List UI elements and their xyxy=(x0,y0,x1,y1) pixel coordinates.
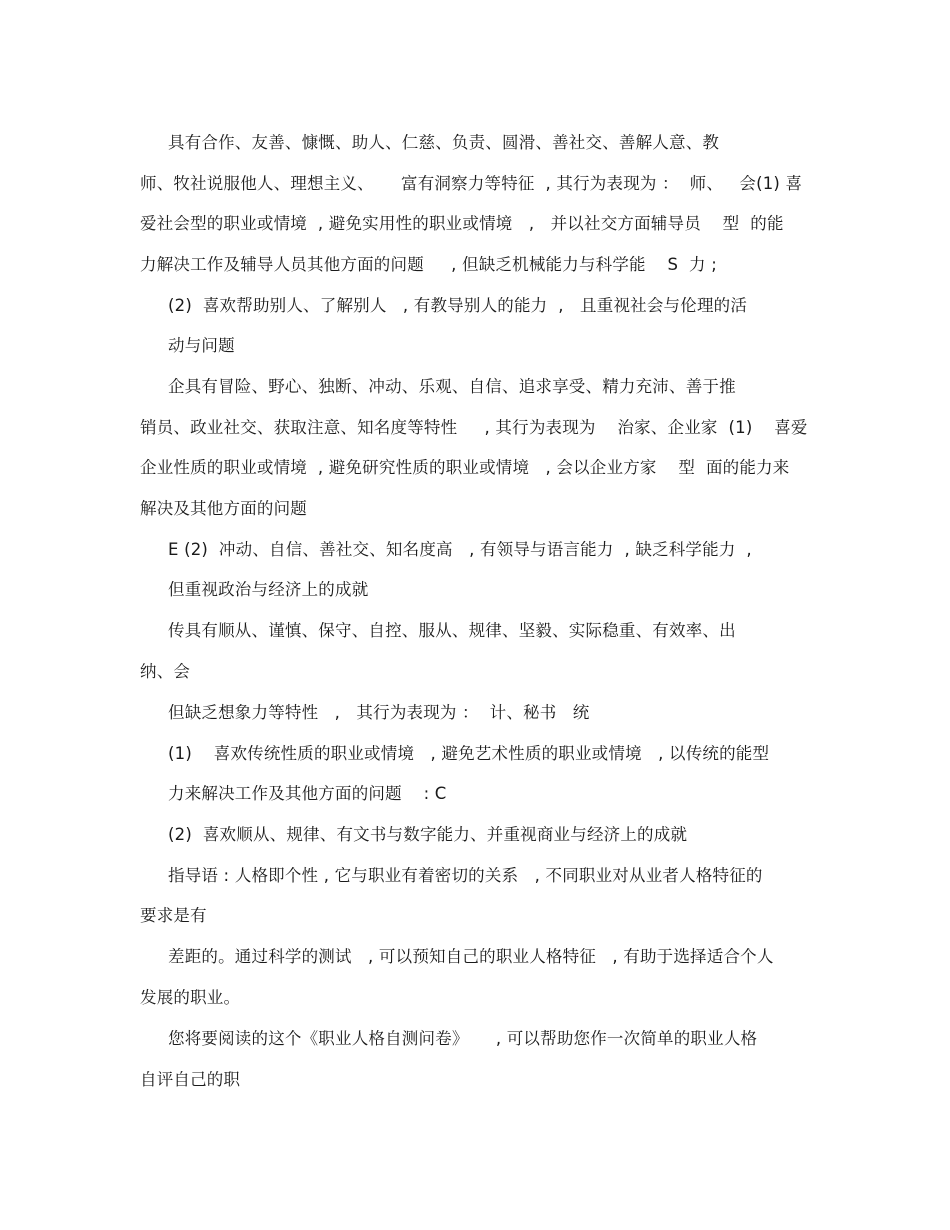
text-line: (1) 喜欢传统性质的职业或情境 , 避免艺术性质的职业或情境 , 以传统的能型 xyxy=(168,744,770,763)
text-line: 但重视政治与经济上的成就 xyxy=(168,580,369,599)
text-line: 具有合作、友善、慷慨、助人、仁慈、负责、圆滑、善社交、善解人意、教 xyxy=(168,133,720,152)
text-line: (2) 喜欢帮助别人、了解别人 , 有教导别人的能力 , 且重视社会与伦理的活 xyxy=(168,296,748,315)
text-line: 发展的职业。 xyxy=(140,988,241,1007)
text-line: 动与问题 xyxy=(168,336,235,355)
text-line: 要求是有 xyxy=(140,906,207,925)
text-line: 力解决工作及辅导人员其他方面的问题 , 但缺乏机械能力与科学能 S 力 ; xyxy=(140,255,717,274)
text-line: E (2) 冲动、自信、善社交、知名度高 , 有领导与语言能力 , 缺乏科学能力 , xyxy=(168,540,752,559)
text-line: 爱社会型的职业或情境 , 避免实用性的职业或情境 , 并以社交方面辅导员 型 的能 xyxy=(140,214,784,233)
text-line: 企业性质的职业或情境 , 避免研究性质的职业或情境 , 会以企业方家 型 面的能力来 xyxy=(140,458,790,477)
text-line: 但缺乏想象力等特性 , 其行为表现为 ： 计、秘书 统 xyxy=(168,703,590,722)
text-line: 您将要阅读的这个《职业人格自测问卷》 , 可以帮助您作一次简单的职业人格 xyxy=(168,1029,758,1048)
text-line: 力来解决工作及其他方面的问题 : C xyxy=(168,784,447,803)
text-line: 纳、会 xyxy=(140,662,191,681)
text-line: (2) 喜欢顺从、规律、有文书与数字能力、并重视商业与经济上的成就 xyxy=(168,825,688,844)
text-line: 自评自己的职 xyxy=(140,1070,241,1089)
text-line: 销员、政业社交、获取注意、知名度等特性 , 其行为表现为 治家、企业家 (1) 喜爱 xyxy=(140,418,808,437)
text-line: 传具有顺从、谨慎、保守、自控、服从、规律、坚毅、实际稳重、有效率、出 xyxy=(168,621,736,640)
text-line: 企具有冒险、野心、独断、冲动、乐观、自信、追求享受、精力充沛、善于推 xyxy=(168,377,736,396)
text-line: 师、牧社说服他人、理想主义、 富有洞察力等特征 , 其行为表现为 ： 师、 会(1) 喜 xyxy=(140,174,803,193)
text-line: 差距的。通过科学的测试 , 可以预知自己的职业人格特征 , 有助于选择适合个人 xyxy=(168,947,774,966)
text-line: 解决及其他方面的问题 xyxy=(140,499,307,518)
text-line: 指导语 : 人格即个性 , 它与职业有着密切的关系 , 不同职业对从业者人格特征的 xyxy=(168,866,763,885)
